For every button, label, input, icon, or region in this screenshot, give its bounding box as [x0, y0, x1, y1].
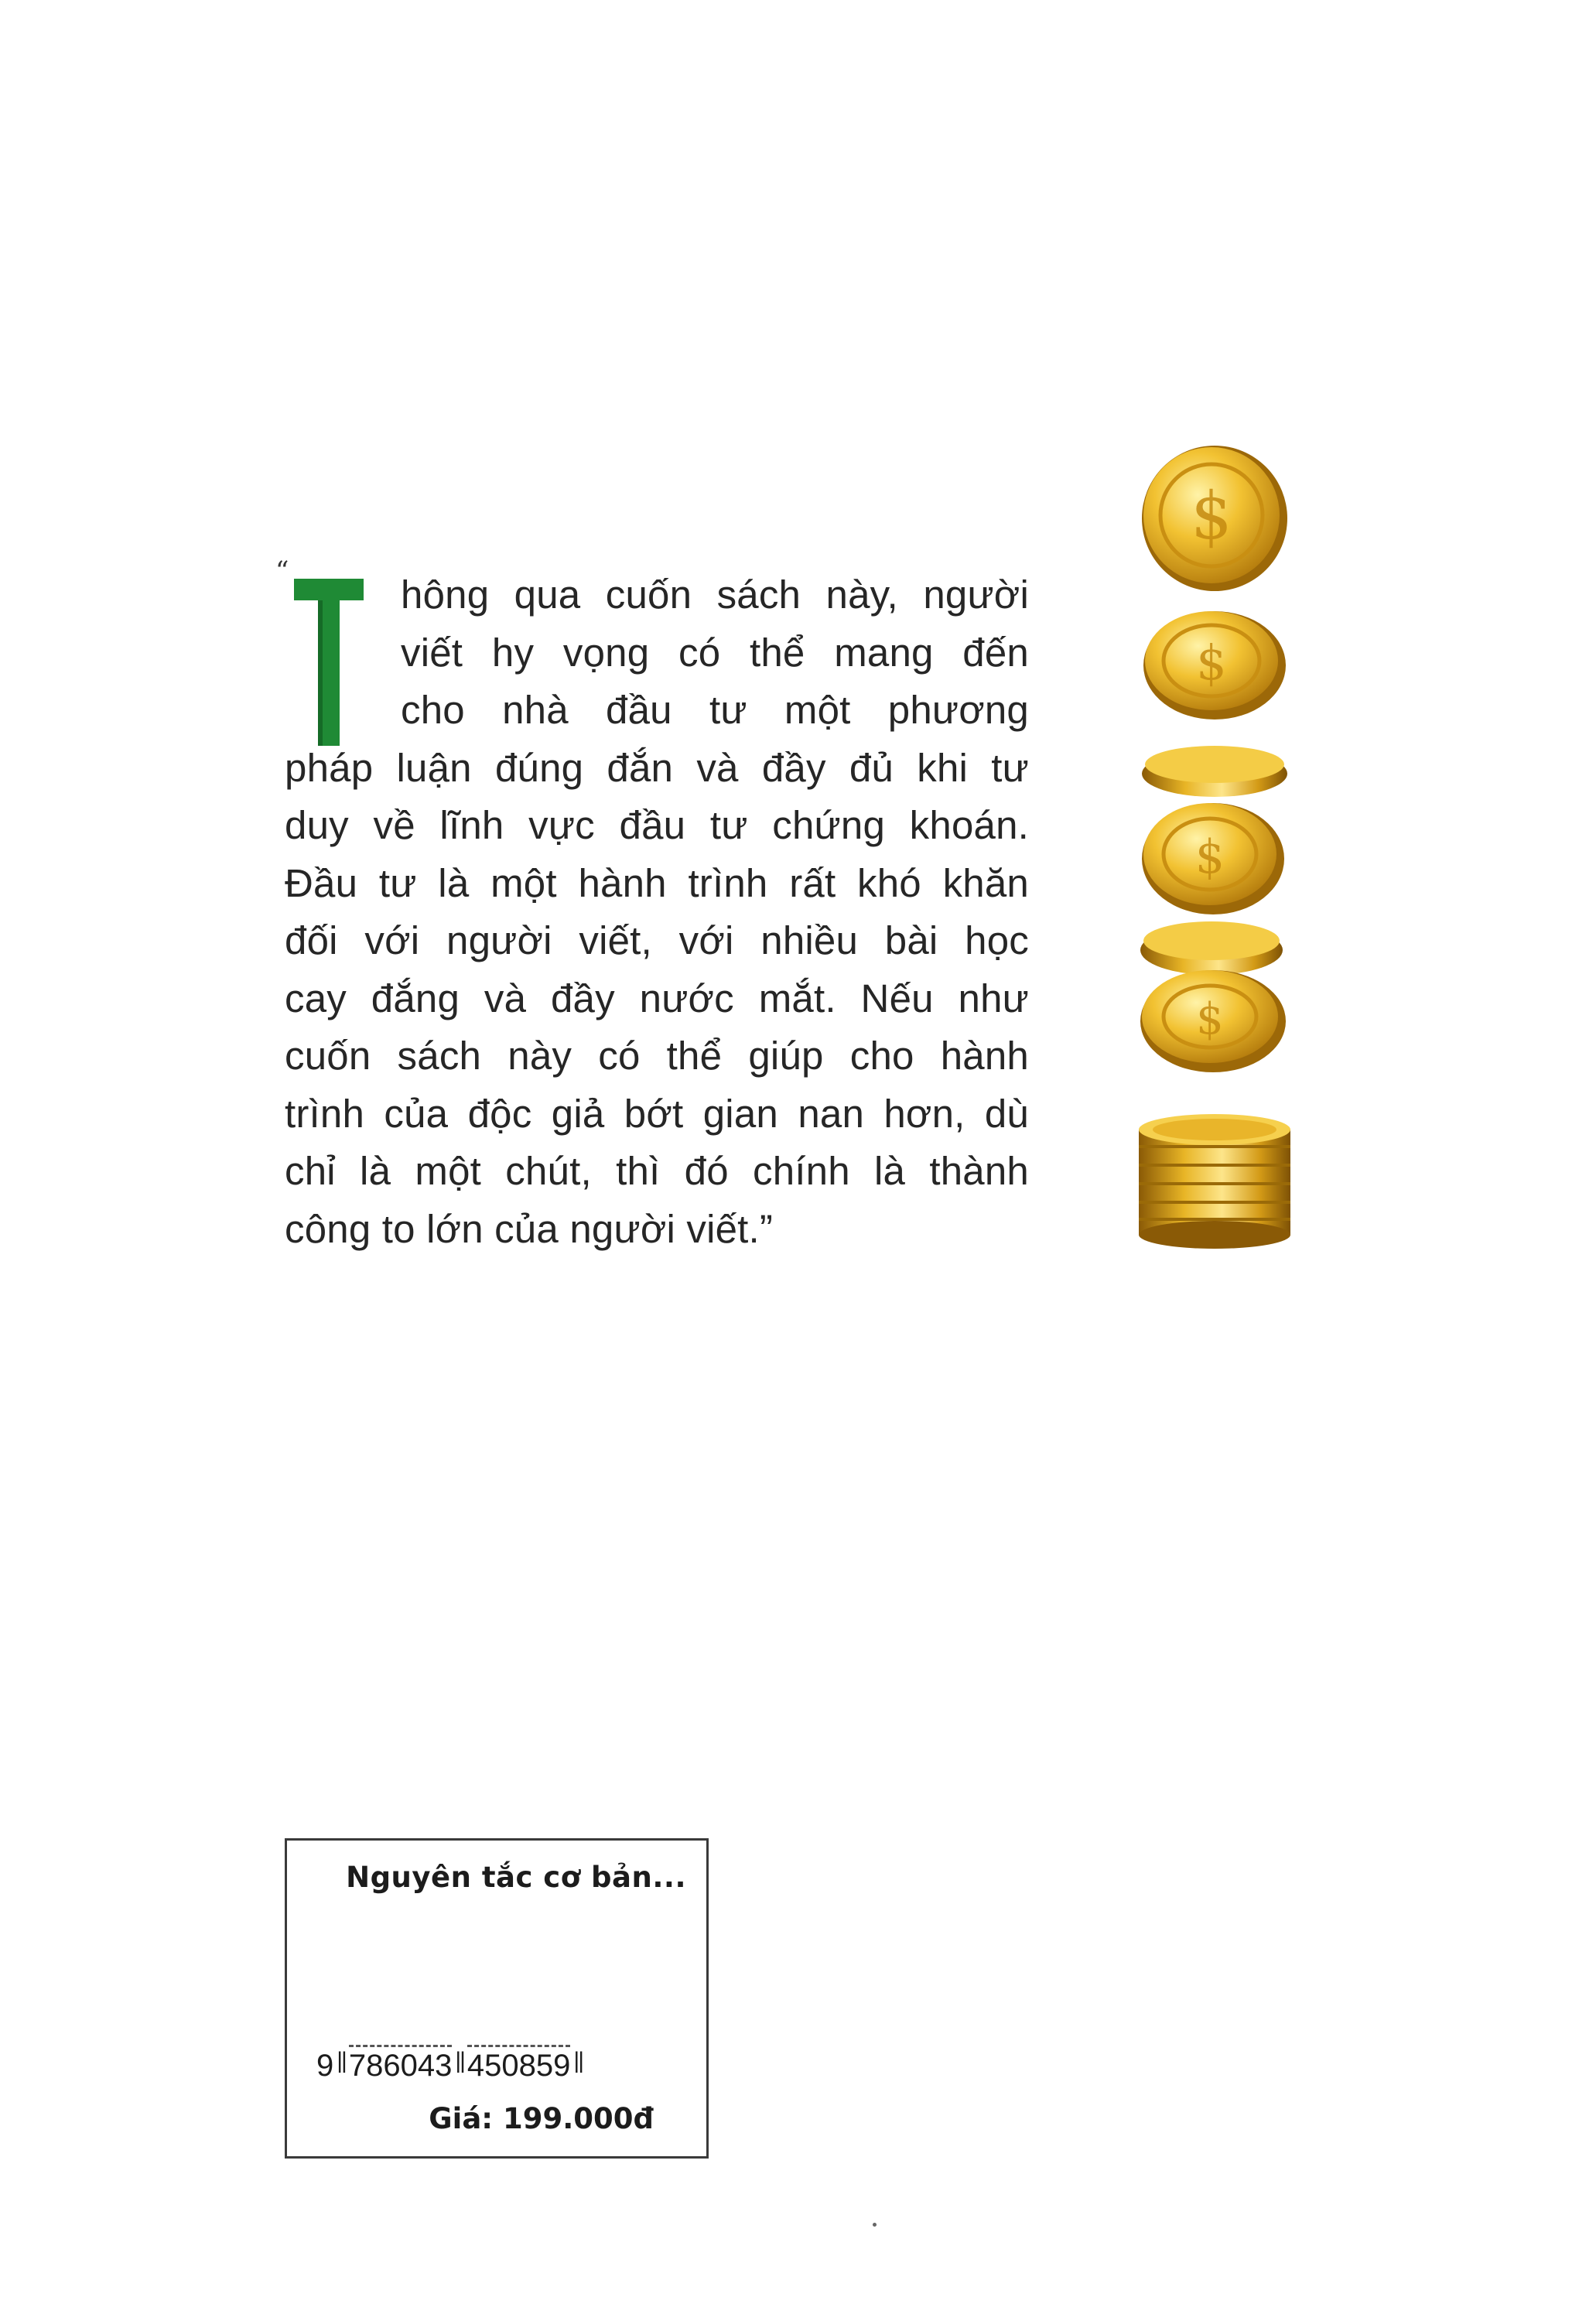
book-short-title: Nguyên tắc cơ bản... [346, 1861, 686, 1894]
coin-icon [1142, 446, 1287, 591]
coin-icon [1140, 970, 1286, 1072]
coin-stack-icon [1139, 1114, 1290, 1249]
quote-block [275, 555, 1029, 1258]
quote-line: viết hy vọng có thể mang đến [401, 630, 1029, 675]
print-speck [873, 2223, 877, 2227]
quote-line: Đầu tư là một hành trình rất khó khăn [285, 860, 1029, 905]
svg-text:$: $ [1196, 634, 1227, 691]
quote-text [285, 566, 1029, 1258]
quote-line: trình của độc giả bớt gian nan hơn, dù [285, 1091, 1029, 1136]
coin-icon [1142, 746, 1287, 797]
quote-line: pháp luận đúng đắn và đầy đủ khi tư [285, 745, 1029, 790]
open-quote-mark: “ [275, 555, 289, 586]
quote-line: duy về lĩnh vực đầu tư chứng khoán. [285, 803, 1029, 847]
svg-text:$: $ [1194, 830, 1225, 884]
falling-coins-illustration [1099, 433, 1331, 1253]
quote-line: đối với người viết, với nhiều bài học [285, 918, 1029, 962]
barcode-price-box [285, 1838, 709, 2159]
coin-icon [1142, 803, 1284, 914]
isbn-group-2: 450859 [467, 2045, 570, 2083]
price-label: Giá: 199.000đ [429, 2102, 654, 2135]
svg-text:$: $ [1191, 478, 1232, 554]
isbn-lead-digit: 9 [316, 2049, 334, 2083]
quote-line: cuốn sách này có thể giúp cho hành [285, 1034, 1029, 1078]
svg-text:$: $ [1196, 994, 1224, 1044]
coin-icon [1140, 921, 1283, 975]
isbn-number: 9 || 786043 || 450859 || [316, 2048, 586, 2083]
quote-line: hông qua cuốn sách này, người [401, 573, 1029, 617]
dropcap-letter-t [294, 579, 364, 746]
coin-icon [1143, 611, 1286, 720]
quote-line: chỉ là một chút, thì đó chính là thành [285, 1149, 1029, 1193]
quote-line: công to lớn của người viết.” [285, 1206, 774, 1251]
quote-line: cay đắng và đầy nước mắt. Nếu như [285, 976, 1029, 1020]
isbn-group-1: 786043 [349, 2045, 452, 2083]
quote-line: cho nhà đầu tư một phương [401, 688, 1029, 732]
